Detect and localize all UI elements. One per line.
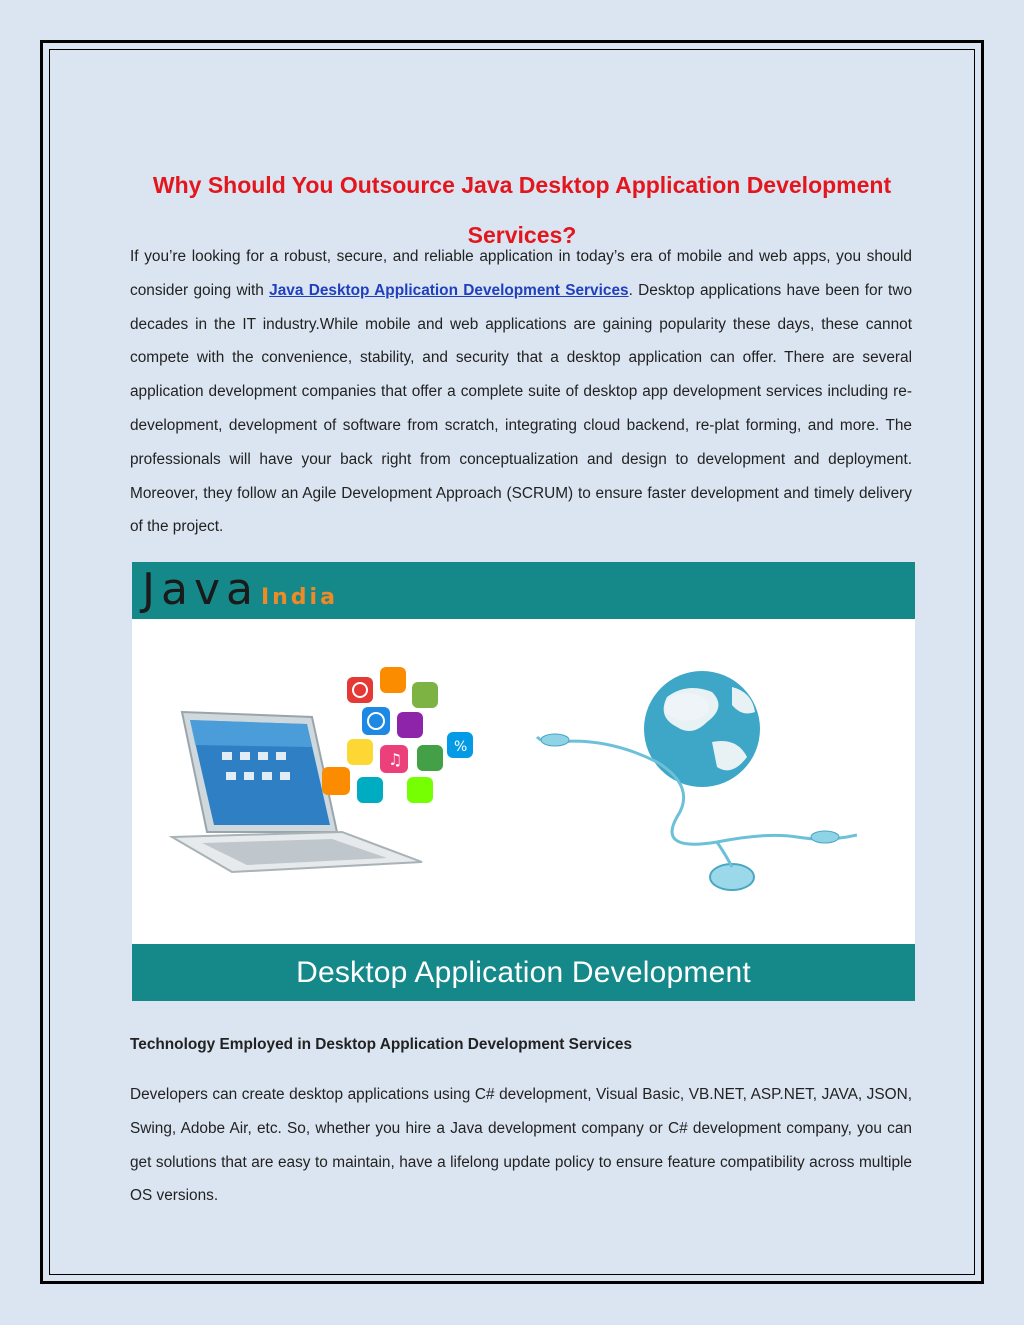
app-icons xyxy=(322,667,473,803)
hero-top-banner xyxy=(132,562,915,619)
page-border xyxy=(40,40,984,1284)
section-heading: Technology Employed in Desktop Application Development Services xyxy=(130,1036,633,1053)
hero-caption: Desktop Application Development xyxy=(296,955,751,989)
page-border-inner xyxy=(49,49,975,1275)
section-paragraph: Developers can create desktop applications using C# development, Visual Basic, VB.NET, ASP.NET, JAVA, JSON, Swing, Adobe Air, etc. So, whether you hire a Java development company or C# development company, you can get solutions that are easy to maintain, have a lifelong update policy to ensure feature compatibility across multiple OS versions. xyxy=(130,1086,912,1205)
svg-text:%: % xyxy=(454,739,468,755)
hero-caption-banner xyxy=(132,944,915,1001)
svg-text:♫: ♫ xyxy=(388,750,403,769)
laptop-apps-illustration xyxy=(162,657,502,902)
hero-image xyxy=(132,562,915,1001)
document-title: Why Should You Outsource Java Desktop Application Development Services? xyxy=(152,172,892,248)
logo-india-text: India xyxy=(260,585,338,610)
java-india-logo xyxy=(142,564,338,615)
intro-paragraph xyxy=(130,240,912,544)
intro-text-before: If you’re looking for a robust, secure, and reliable application in today’s era of mobile and web apps, you should consider going with xyxy=(130,248,912,299)
java-desktop-services-link[interactable]: Java Desktop Application Development Services xyxy=(269,281,629,299)
logo-java-text: Java xyxy=(142,564,259,615)
globe-mouse-illustration xyxy=(527,667,857,897)
intro-text-after: . Desktop applications have been for two decades in the IT industry.While mobile and web applications are gaining popularity these days, these cannot compete with the convenience, stability, and security that a desktop application can offer. There are several application development companies that offer a complete suite of desktop app development services including re-development, development of software from scratch, integrating cloud backend, re-plat forming, and more. The professionals will have your back right from conceptualization and design to development and deployment. Moreover, they follow an Agile Development Approach (SCRUM) to ensure faster development and timely delivery of the project. xyxy=(130,281,913,536)
